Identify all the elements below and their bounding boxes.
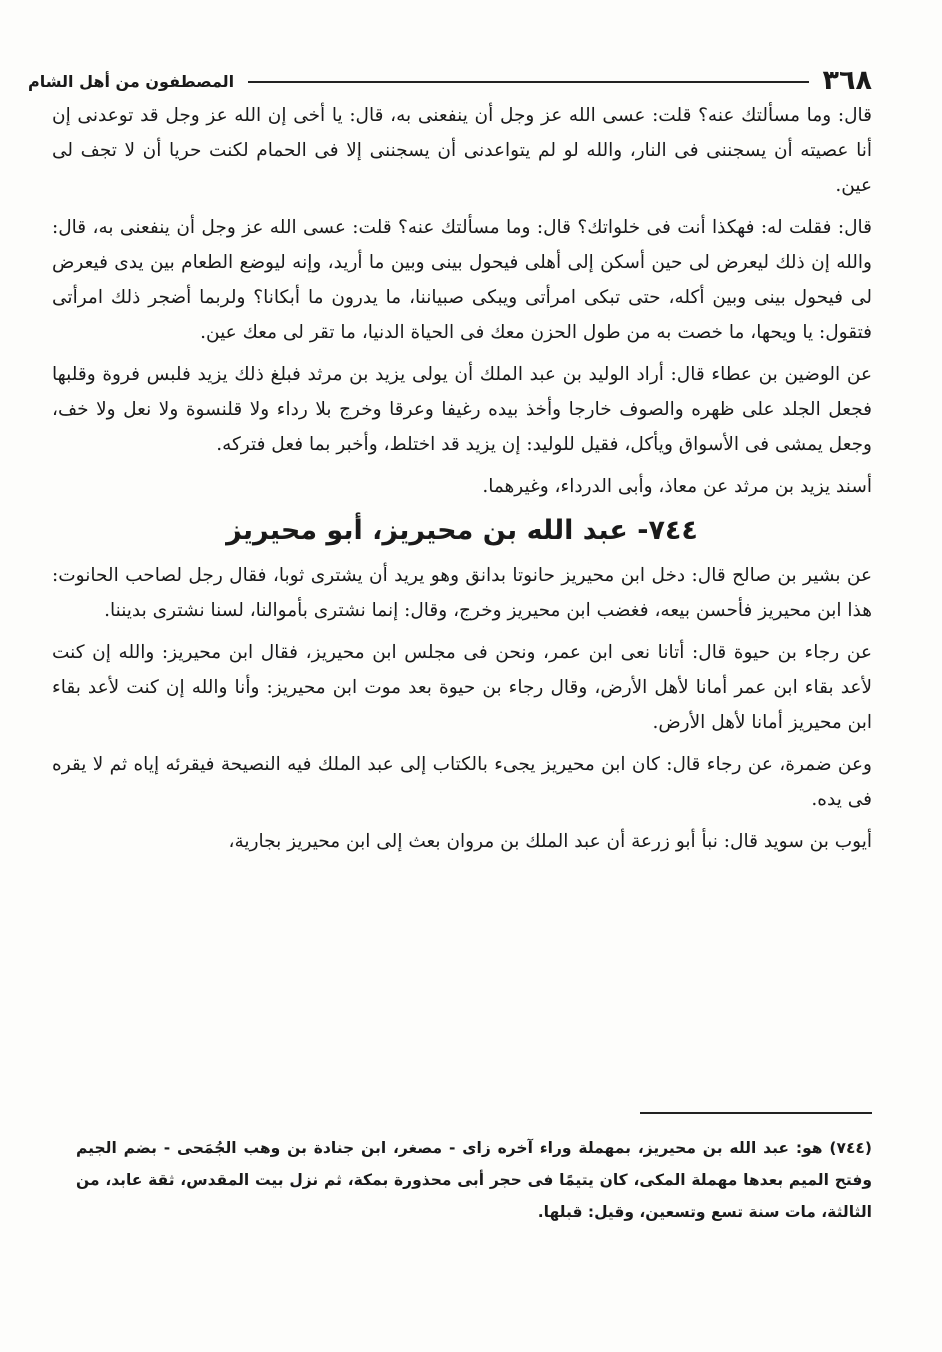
paragraph: عن رجاء بن حيوة قال: أتانا نعى ابن عمر، ونحن فى مجلس ابن محيريز، فقال ابن محيريز: والله إن كنت لأعد بقاء ابن عمر أمانا لأهل الأرض، وقال رجاء بن حيوة بعد موت ابن محيريز: وأنا والله إن كنت لأعد بقاء ابن محيريز أمانا لأهل الأرض.: [52, 642, 872, 733]
paragraph: وعن ضمرة، عن رجاء قال: كان ابن محيريز يجىء بالكتاب إلى عبد الملك فيه النصيحة فيقرئه إياه ثم لا يقره فى يده.: [52, 754, 872, 810]
paragraph: عن بشير بن صالح قال: دخل ابن محيريز حانوتا بدانق وهو يريد أن يشترى ثوبا، فقال رجل لصاحب الحانوت: هذا ابن محيريز فأحسن بيعه، فغضب ابن محيريز وخرج، وقال: إنما نشترى بأموالنا، لسنا نشترى بديننا.: [52, 565, 872, 621]
paragraph: أسند يزيد بن مرثد عن معاذ، وأبى الدرداء، وغيرهما.: [482, 476, 872, 497]
footnote-rule: [640, 1112, 872, 1114]
header-rule: [248, 81, 808, 83]
main-text: [52, 98, 872, 866]
paragraph: عن الوضين بن عطاء قال: أراد الوليد بن عبد الملك أن يولى يزيد بن مرثد فبلغ ذلك يزيد فلبس فروة وقلبها فجعل الجلد على ظهره والصوف خارجا وأخذ بيده رغيفا وعرقا وخرج بلا رداء ولا قلنسوة ولا نعل ولا خف، وجعل يمشى فى الأسواق ويأكل، فقيل للوليد: إن يزيد قد اختلط، وأخبر بما فعل فتركه.: [52, 364, 872, 455]
running-title: المصطفون من أهل الشام: [28, 72, 235, 91]
paragraph: قال: وما مسألتك عنه؟ قلت: عسى الله عز وجل أن ينفعنى به، قال: يا أخى إن الله عز وجل قد توعدنى إن أنا عصيته أن يسجننى فى النار، والله لو لم يتواعدنى أن يسجننى إلا فى الحمام لكنت حريا أن لا تجف لى عين.: [52, 105, 872, 196]
paragraph: قال: فقلت له: فهكذا أنت فى خلواتك؟ قال: وما مسألتك عنه؟ قلت: عسى الله عز وجل أن ينفعنى به، قال: والله إن ذلك ليعرض لى حين أسكن إلى أهلى فيحول بينى وبين ما أريد، وإنه ليوضع الطعام بين يدى فيعرض لى فيحول بينى وبين أكله، حتى تبكى امرأتى ويبكى صبياننا، ما يدرون ما أبكانا؟ ولربما أضجر ذلك امرأتى فتقول: يا ويحها، ما خصت به من طول الحزن معك فى الحياة الدنيا، ما تقر لى معك عين.: [52, 217, 872, 343]
footnote: (٧٤٤) هو: عبد الله بن محيريز، بمهملة وراء آخره زاى - مصغر، ابن جنادة بن وهب الجُمَحى - بضم الجيم وفتح الميم بعدها مهملة المكى، كان يتيمًا فى حجر أبى محذورة بمكة، ثم نزل بيت المقدس، ثقة عابد، من الثالثة، مات سنة تسع وتسعين، وقيل: قبلها.: [76, 1139, 872, 1221]
page-number: ٣٦٨: [822, 65, 872, 96]
section-heading: ٧٤٤- عبد الله بن محيريز، أبو محيريز: [226, 515, 698, 546]
page-header: [28, 55, 872, 95]
paragraph: أيوب بن سويد قال: نبأ أبو زرعة أن عبد الملك بن مروان بعث إلى ابن محيريز بجارية،: [228, 831, 872, 852]
